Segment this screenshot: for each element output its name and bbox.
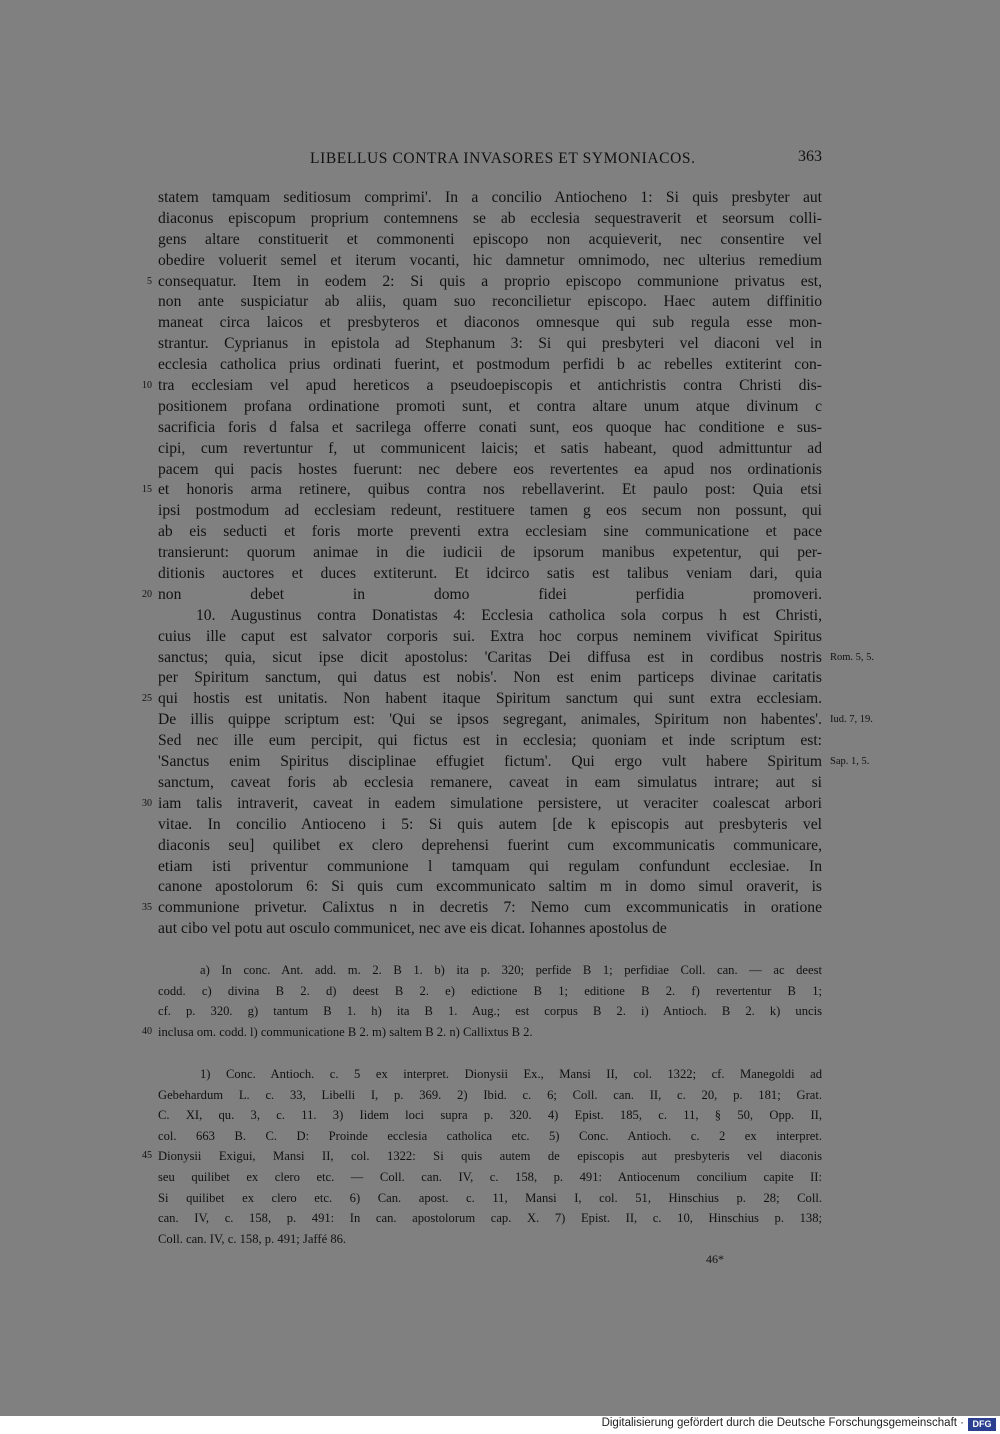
- margin-reference: Rom. 5, 5.: [830, 651, 875, 663]
- body-line: [158, 627, 822, 648]
- body-line: [158, 543, 822, 564]
- body-line: [158, 313, 822, 334]
- body-line: [158, 564, 822, 585]
- source-note-line: [158, 1085, 822, 1106]
- body-line: [158, 209, 822, 230]
- body-line: [158, 773, 822, 794]
- line-number: 15: [142, 484, 152, 496]
- body-line: [142, 376, 822, 397]
- body-line: [158, 857, 822, 878]
- body-line: [158, 355, 822, 376]
- body-line: [158, 668, 822, 689]
- body-line: [158, 251, 822, 272]
- body-text: obedire voluerit semel et iterum vocanti, hic damnetur omnimodo, nec ulterius remedium: [158, 251, 822, 269]
- signature-mark: 46*: [706, 1252, 724, 1266]
- body-line: [158, 731, 822, 752]
- body-line: [158, 836, 822, 857]
- body-line: [142, 585, 822, 606]
- body-text: positionem profana ordinatione promoti sunt, et contra altare unum atque divinum c: [158, 397, 822, 415]
- body-text: diaconis seu] quilibet ex clero deprehensi fuerint cum excommunicatis communicare,: [158, 836, 822, 854]
- body-text: tra ecclesiam vel apud hereticos a pseudoepiscopis et antichristis contra Christi dis-: [158, 377, 822, 395]
- body-line: [158, 439, 822, 460]
- source-note-text: 1) Conc. Antioch. c. 5 ex interpret. Dionysii Ex., Mansi II, col. 1322; cf. Manegoldi ad: [200, 1067, 822, 1081]
- source-note-text: Gebehardum L. c. 33, Libelli I, p. 369. 2) Ibid. c. 6; Coll. can. II, c. 20, p. 181; Grat.: [158, 1087, 822, 1102]
- variant-note-line: [158, 981, 822, 1002]
- body-line: [158, 815, 822, 836]
- body-line: [158, 710, 873, 731]
- body-text: iam talis intraverit, caveat in eadem simulatione persistere, ut veraciter coalescat arbori: [158, 794, 822, 812]
- body-text: diaconus episcopum proprium contemnens se ab ecclesia sequestraverit et seorsum colli-: [158, 209, 822, 227]
- body-line: [142, 689, 822, 710]
- body-text: non ante suspiciatur ab aliis, quam suo reconcilietur episcopo. Haec autem diffinitio: [158, 293, 822, 311]
- body-line: [158, 334, 822, 355]
- body-text: statem tamquam seditiosum comprimi'. In a concilio Antiocheno 1: Si quis presbyter aut: [158, 189, 822, 206]
- source-note-line: [158, 1064, 822, 1085]
- body-text: communione privetur. Calixtus n in decretis 7: Nemo cum excommunicatis in oratione: [158, 899, 822, 917]
- body-text: sanctus; quia, sicut ipse dicit apostolus: 'Caritas Dei diffusa est in cordibus nostris: [158, 648, 822, 666]
- digitization-footer: [0, 1416, 1000, 1434]
- body-text: aut cibo vel potu aut osculo communicet, nec ave eis dicat. Iohannes apostolus de: [158, 920, 667, 938]
- body-text: 'Sanctus enim Spiritus disciplinae effugiet fictum'. Qui ergo vult habere Spiritum: [158, 753, 822, 771]
- body-text: per Spiritum sanctum, qui datus est nobis'. Non est enim particeps divinae caritatis: [158, 669, 822, 687]
- body-text: gens altare constituerit et commonenti episcopo non acquieverit, nec consentire vel: [158, 230, 822, 248]
- variant-note-line: [142, 1022, 822, 1043]
- source-note-line: [158, 1105, 822, 1126]
- body-text: strantur. Cyprianus in epistola ad Stephanum 3: Si qui presbyteri vel diaconi vel in: [158, 335, 822, 353]
- body-line: [158, 606, 822, 627]
- line-number: 5: [147, 275, 152, 287]
- body-text: sacrificia foris d falsa et sacrilega offerre conati sunt, eos quoque hac conditione e sus-: [158, 418, 822, 436]
- variant-note-line: [158, 1001, 822, 1022]
- body-line: [142, 480, 822, 501]
- running-title: LIBELLUS CONTRA INVASORES ET SYMONIACOS.: [310, 150, 696, 167]
- body-text: et honoris arma retinere, quibus contra nos rebellaverint. Et paulo post: Quia etsi: [158, 481, 822, 499]
- variant-note-text: codd. c) divina B 2. d) deest B 2. e) edictione B 1; editione B 2. f) revertentur B 1;: [158, 983, 822, 998]
- body-text: canone apostolorum 6: Si quis cum excommunicato saltim m in domo simul oraverit, is: [158, 878, 822, 896]
- line-number: 40: [142, 1025, 152, 1037]
- variant-note-text: a) In conc. Ant. add. m. 2. B 1. b) ita p. 320; perfide B 1; perfidiae Coll. can. — ac deest: [200, 963, 822, 977]
- body-line: [142, 794, 822, 815]
- body-text: Sed nec ille eum percipit, qui fictus est in ecclesia; quoniam et inde scriptum est:: [158, 732, 822, 750]
- body-text: De illis quippe scriptum est: 'Qui se ipsos segregant, animales, Spiritum non habentes'.: [158, 711, 822, 729]
- source-note-line: [158, 1229, 822, 1250]
- body-line: [158, 522, 822, 543]
- body-text: transierunt: quorum animae in die iudicii de ipsorum manibus expetentur, qui per-: [158, 544, 822, 562]
- variant-note-text: inclusa om. codd. l) communicatione B 2. m) saltem B 2. n) Callixtus B 2.: [158, 1024, 533, 1039]
- source-note-text: Dionysii Exigui, Mansi II, col. 1322: Si quis autem de episcopis aut presbyteris vel diaconis: [158, 1149, 822, 1164]
- funding-credit: Digitalisierung gefördert durch die Deutsche Forschungsgemeinschaft ·: [601, 1417, 964, 1429]
- body-line: [158, 230, 822, 251]
- dfg-logo: DFG: [968, 1418, 996, 1431]
- line-number: 35: [142, 902, 152, 914]
- source-note-line: [158, 1188, 822, 1209]
- body-line: [158, 418, 822, 439]
- source-note-line: [142, 1146, 822, 1167]
- body-line: [147, 272, 822, 293]
- body-text: ecclesia catholica prius ordinati fuerint, et postmodum perfidi b ac rebelles extiterint con-: [158, 356, 822, 374]
- source-note-line: [158, 1126, 822, 1147]
- page-header: [160, 150, 822, 172]
- page-number: 363: [798, 148, 822, 165]
- source-note-text: col. 663 B. C. D: Proinde ecclesia catholica etc. 5) Conc. Antioch. c. 2 ex interpret.: [158, 1128, 822, 1143]
- body-text: vitae. In concilio Antioceno i 5: Si quis autem [de k episcopis aut presbyteris vel: [158, 815, 822, 833]
- body-text: qui hostis est unitatis. Non habent itaque Spiritum sanctum qui sunt extra ecclesiam.: [158, 690, 822, 708]
- body-line: [158, 877, 822, 898]
- body-text: ditionis auctores et duces extiterunt. Et idcirco satis est talibus veniam dari, quia: [158, 565, 822, 583]
- source-note-line: [158, 1208, 822, 1229]
- body-text: non debet in domo fidei perfidia promoveri.: [158, 585, 822, 603]
- body-line: [158, 919, 822, 940]
- source-note-text: Coll. can. IV, c. 158, p. 491; Jaffé 86.: [158, 1231, 347, 1246]
- source-note-text: C. XI, qu. 3, c. 11. 3) Iidem loci supra p. 320. 4) Epist. 185, c. 11, § 50, Opp. II,: [158, 1108, 822, 1123]
- variant-apparatus: [142, 960, 822, 1042]
- body-text: ab eis seducti et foris morte preventi extra ecclesiam sine communicatione et pace: [158, 523, 822, 541]
- body-line: [158, 460, 822, 481]
- line-number: 25: [142, 693, 152, 705]
- body-line: [158, 752, 870, 773]
- variant-note-text: cf. p. 320. g) tantum B 1. h) ita B 1. Aug.; est corpus B 2. i) Antioch. B 2. k) uncis: [158, 1004, 822, 1019]
- body-text: etiam isti priventur communione l tamquam qui regulam confundunt ecclesiae. In: [158, 857, 822, 875]
- source-note-line: [158, 1167, 822, 1188]
- margin-reference: Sap. 1, 5.: [830, 756, 870, 768]
- line-number: 20: [142, 588, 152, 600]
- source-note-text: Si quilibet ex clero etc. 6) Can. apost. c. 11, Mansi I, col. 51, Hinschius p. 28; Coll.: [158, 1190, 822, 1205]
- body-text: pacem qui pacis hostes fuerunt: nec debere eos revertentes ea apud nos ordinationis: [158, 460, 822, 478]
- body-line: [158, 397, 822, 418]
- margin-reference: Iud. 7, 19.: [830, 714, 873, 726]
- body-line: [142, 898, 822, 919]
- body-text: cuius ille caput est salvator corporis sui. Extra hoc corpus neminem vivificat Spiritus: [158, 627, 822, 645]
- source-apparatus: [142, 1064, 822, 1249]
- source-note-text: can. IV, c. 158, p. 491: In can. apostolorum cap. X. 7) Epist. II, c. 10, Hinschius p. 138;: [158, 1211, 822, 1226]
- body-text: sanctum, caveat foris ab ecclesia remanere, caveat in eam simulatus intrare; aut si: [158, 773, 822, 791]
- body-line: [158, 501, 822, 522]
- body-line: [158, 648, 875, 669]
- body-text: cipi, cum revertuntur f, ut communicent laicis; et satis habeant, quod admittuntur ad: [158, 439, 822, 457]
- source-note-text: seu quilibet ex clero etc. — Coll. can. IV, c. 158, p. 491: Antiocenum concilium capite II:: [158, 1169, 822, 1184]
- variant-note-line: [158, 960, 822, 981]
- line-number: 30: [142, 797, 152, 809]
- body-text: ipsi postmodum ad ecclesiam redeunt, restituere tamen g eos secum non possunt, qui: [158, 502, 822, 520]
- main-text: [142, 188, 875, 940]
- line-number: 10: [142, 380, 152, 392]
- body-text: maneat circa laicos et presbyteros et diaconos omnesque qui sub regula esse mon-: [158, 314, 822, 332]
- body-text: consequatur. Item in eodem 2: Si quis a proprio episcopo communione privatus est,: [158, 272, 822, 290]
- body-line: [158, 188, 822, 209]
- line-number: 45: [142, 1150, 152, 1162]
- body-text: 10. Augustinus contra Donatistas 4: Ecclesia catholica sola corpus h est Christi,: [196, 606, 822, 624]
- body-line: [158, 292, 822, 313]
